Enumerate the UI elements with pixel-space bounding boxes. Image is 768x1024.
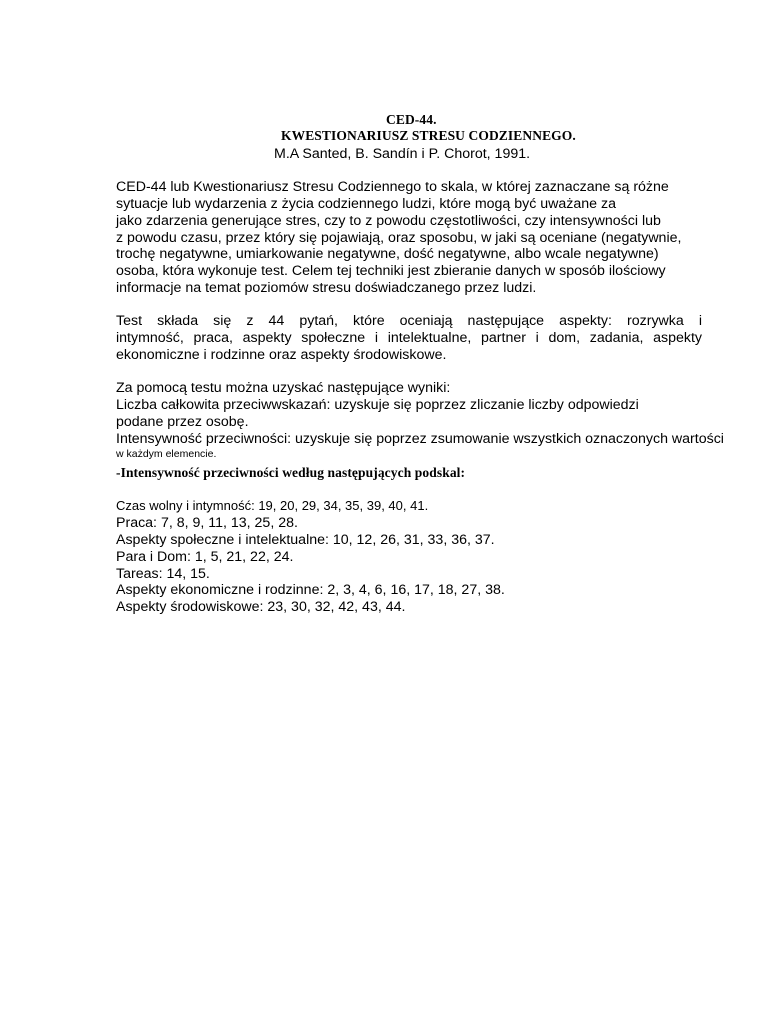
document-title: KWESTIONARIUSZ STRESU CODZIENNEGO. bbox=[281, 128, 576, 143]
subscales-heading: -Intensywność przeciwności według następujących podskal: bbox=[116, 465, 466, 480]
intro-line: informacje na temat poziomów stresu doświadczanego przez ludzi. bbox=[116, 280, 537, 296]
document-authors: M.A Santed, B. Sandín i P. Chorot, 1991. bbox=[274, 146, 531, 162]
subscale-item: Para i Dom: 1, 5, 21, 22, 24. bbox=[116, 549, 294, 565]
results-intro: Za pomocą testu można uzyskać następujące wyniki: bbox=[116, 380, 451, 396]
results-total-line: podane przez osobę. bbox=[116, 414, 249, 430]
results-intensity-line: Intensywność przeciwności: uzyskuje się poprzez zsumowanie wszystkich oznaczonych wartości bbox=[116, 431, 724, 447]
subscale-item: Czas wolny i intymność: 19, 20, 29, 34, 35, 39, 40, 41. bbox=[116, 498, 429, 513]
results-intensity-line: w każdym elemencie. bbox=[116, 448, 217, 460]
aspects-line: ekonomiczne i rodzinne oraz aspekty środowiskowe. bbox=[116, 347, 447, 363]
intro-line: z powodu czasu, przez który się pojawiają, oraz sposobu, w jaki są oceniane (negatywnie, bbox=[116, 230, 682, 246]
subscale-item: Tareas: 14, 15. bbox=[116, 566, 210, 582]
intro-line: jako zdarzenia generujące stres, czy to z powodu częstotliwości, czy intensywności lub bbox=[116, 213, 661, 229]
aspects-line: Test składa się z 44 pytań, które oceniają następujące aspekty: rozrywka i bbox=[116, 313, 702, 329]
subscale-item: Aspekty społeczne i intelektualne: 10, 12, 26, 31, 33, 36, 37. bbox=[116, 532, 495, 548]
subscale-item: Praca: 7, 8, 9, 11, 13, 25, 28. bbox=[116, 515, 298, 531]
subscale-item: Aspekty ekonomiczne i rodzinne: 2, 3, 4, 6, 16, 17, 18, 27, 38. bbox=[116, 582, 505, 598]
results-total-line: Liczba całkowita przeciwwskazań: uzyskuje się poprzez zliczanie liczby odpowiedzi bbox=[116, 397, 639, 413]
document-code: CED-44. bbox=[386, 112, 437, 127]
intro-line: trochę negatywne, umiarkowanie negatywne, dość negatywne, albo wcale negatywne) bbox=[116, 246, 659, 262]
intro-line: sytuacje lub wydarzenia z życia codziennego ludzi, które mogą być uważane za bbox=[116, 196, 616, 212]
intro-line: CED-44 lub Kwestionariusz Stresu Codziennego to skala, w której zaznaczane są różne bbox=[116, 179, 669, 195]
aspects-line: intymność, praca, aspekty społeczne i intelektualne, partner i dom, zadania, aspekty bbox=[116, 330, 702, 346]
subscale-item: Aspekty środowiskowe: 23, 30, 32, 42, 43, 44. bbox=[116, 599, 406, 615]
intro-line: osoba, która wykonuje test. Celem tej techniki jest zbieranie danych w sposób ilościowy bbox=[116, 263, 666, 279]
